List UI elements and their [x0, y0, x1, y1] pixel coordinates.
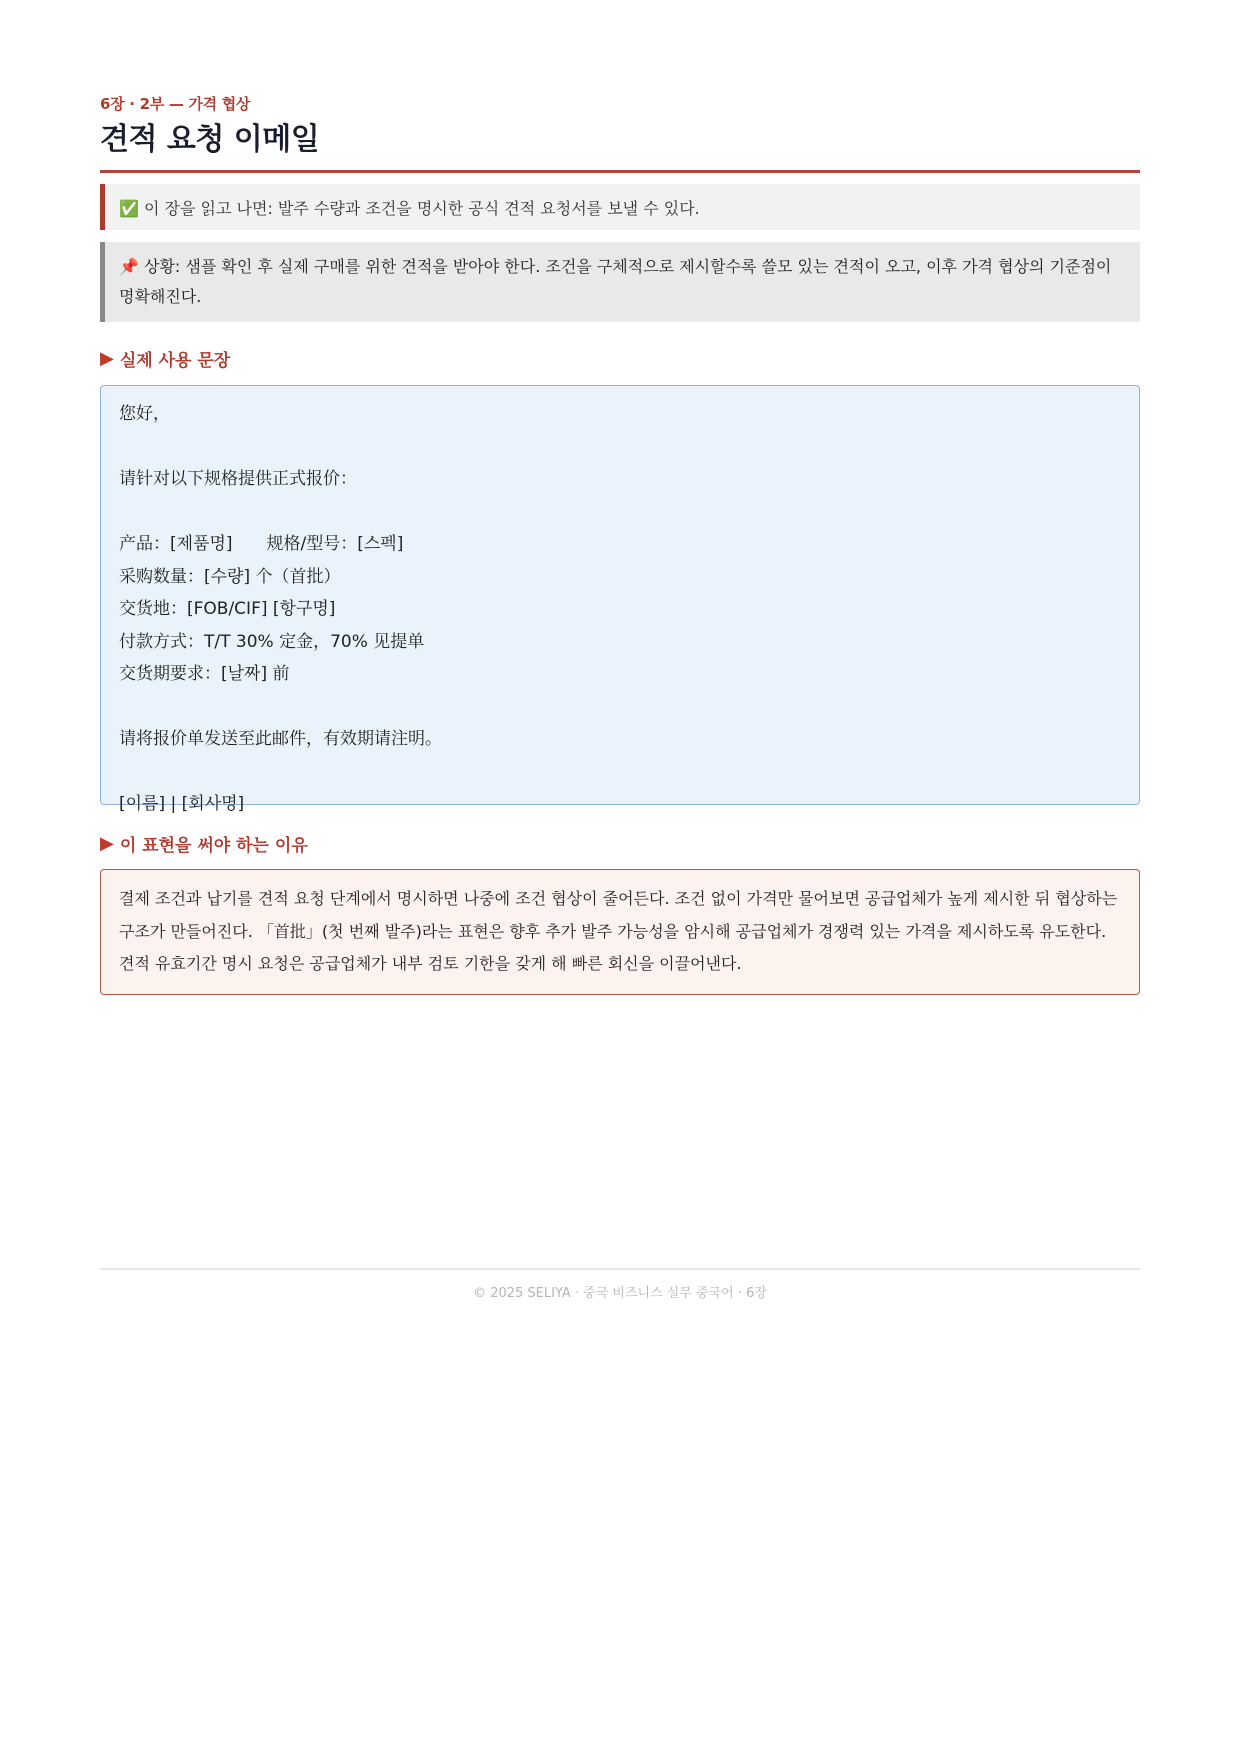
footer-divider [100, 1268, 1140, 1270]
title-divider [100, 170, 1140, 173]
email-line: 请针对以下规格提供正式报价： [119, 469, 357, 489]
usage-heading-text: 실제 사용 문장 [119, 351, 231, 371]
email-line: 产品：[제품명] 规格/型号：[스펙] [119, 534, 404, 554]
email-line: 付款方式：T/T 30% 定金，70% 见提单 [119, 631, 425, 652]
situation-callout [100, 242, 1140, 322]
situation-text: 📌 상황: 샘플 확인 후 실제 구매를 위한 견적을 받아야 한다. 조건을 구체적으로 제시할수록 쓸모 있는 견적이 오고, 이후 가격 협상의 기준점이 명확해진다. [119, 257, 1112, 306]
learning-goal-text: ✅ 이 장을 읽고 나면: 발주 수량과 조건을 명시한 공식 견적 요청서를 보낼 수 있다. [119, 198, 700, 218]
email-line: [이름] | [회사명] [119, 794, 245, 814]
email-line: 交货期要求：[날짜] 前 [119, 664, 290, 684]
email-line: 交货地：[FOB/CIF] [항구명] [119, 599, 336, 619]
email-line [119, 496, 1121, 529]
footer-copyright: © 2025 SELIYA · 중국 비즈니스 실무 중국어 · 6장 [473, 1286, 767, 1301]
email-line: 您好， [119, 404, 170, 424]
email-line [119, 431, 1121, 464]
email-line [119, 691, 1121, 724]
usage-section-heading [100, 346, 1140, 371]
reason-heading-text: 이 표현을 써야 하는 이유 [119, 836, 308, 856]
learning-goal-callout [100, 184, 1140, 230]
email-line: 采购数量：[수량] 个（首批） [119, 566, 341, 587]
reason-text: 결제 조건과 납기를 견적 요청 단계에서 명시하면 나중에 조건 협상이 줄어든다. 조건 없이 가격만 물어보면 공급업체가 높게 제시한 뒤 협상하는 구조가 만들어진다. 「首批」(첫 번째 발주)라는 표현은 향후 추가 발주 가능성을 암시해 공급업체가 경쟁력 있는 가격을 제시하도록 유도한다. 견적 유효기간 명시 요청은 공급업체가 내부 검토 기한을 갖게 해 빠른 회신을 이끌어낸다. [119, 889, 1118, 973]
page-footer [100, 1268, 1140, 1301]
email-example-box [100, 385, 1140, 814]
triangle-right-icon: ▶ [100, 833, 114, 854]
document-page [100, 94, 1140, 995]
reason-section-heading [100, 831, 1140, 856]
chapter-eyebrow: 6장 · 2부 — 가격 협상 [100, 95, 251, 113]
email-line [119, 756, 1121, 789]
reason-explanation-box [100, 869, 1140, 995]
email-line: 请将报价单发送至此邮件，有效期请注明。 [119, 729, 442, 749]
triangle-right-icon: ▶ [100, 348, 114, 369]
page-title: 견적 요청 이메일 [100, 122, 320, 157]
